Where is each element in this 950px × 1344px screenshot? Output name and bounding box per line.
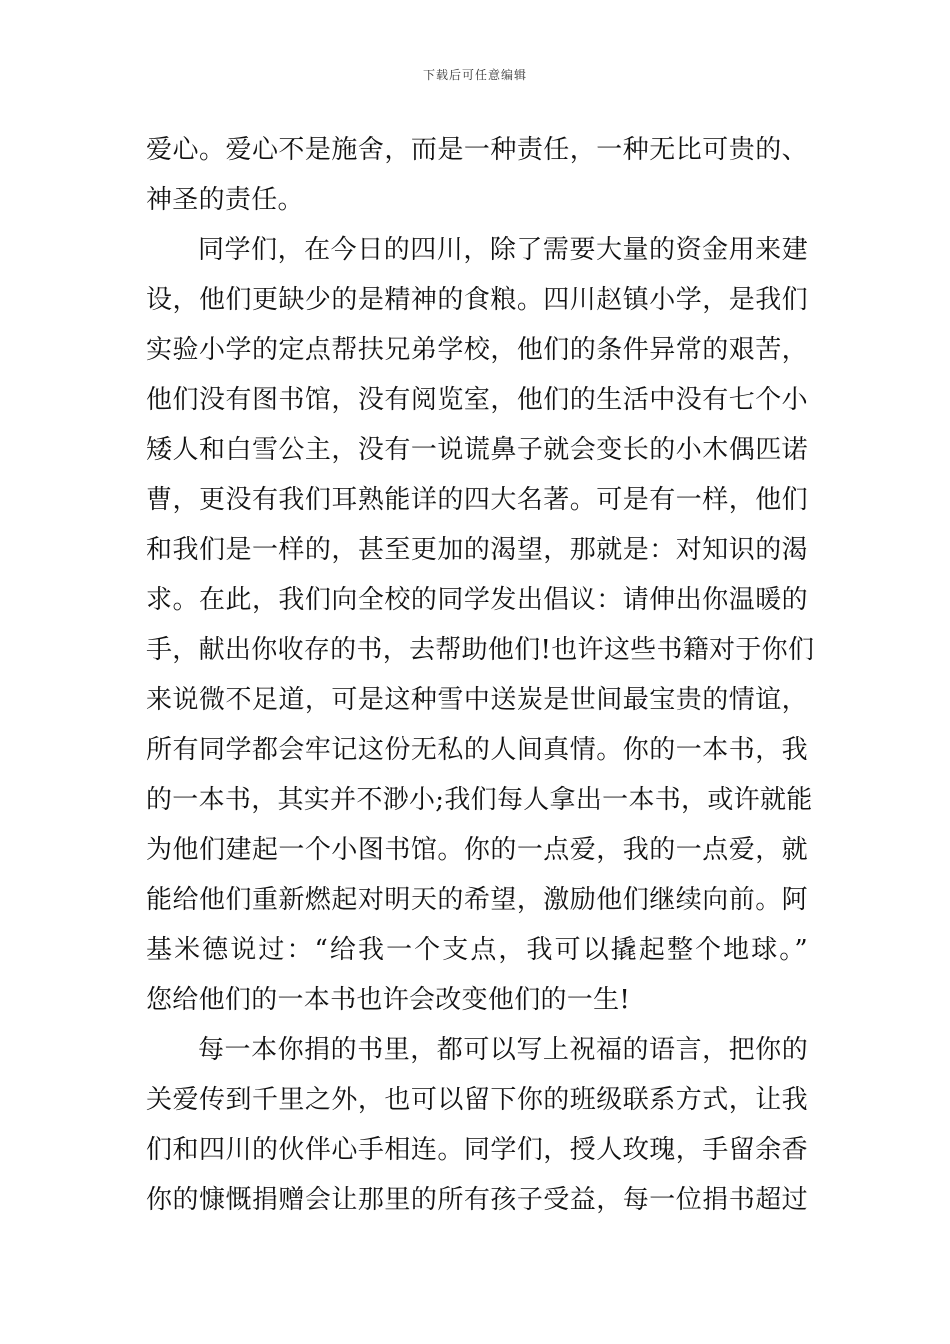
text-line: 设，他们更缺少的是精神的食粮。四川赵镇小学，是我们 — [146, 285, 808, 315]
text-line: 你的慷慨捐赠会让那里的所有孩子受益，每一位捐书超过 — [146, 1185, 808, 1215]
text-line: 矮人和白雪公主，没有一说谎鼻子就会变长的小木偶匹诺 — [146, 435, 808, 465]
text-line: 能给他们重新燃起对明天的希望，激励他们继续向前。阿 — [146, 885, 808, 915]
text-line: 关爱传到千里之外，也可以留下你的班级联系方式，让我 — [146, 1085, 808, 1115]
text-line: 基米德说过：“给我一个支点，我可以撬起整个地球。” — [146, 935, 808, 965]
text-line: 所有同学都会牢记这份无私的人间真情。你的一本书，我 — [146, 735, 808, 765]
text-line: 的一本书，其实并不渺小;我们每人拿出一本书，或许就能 — [146, 785, 813, 815]
page-header-note: 下载后可任意编辑 — [422, 68, 527, 82]
text-line: 您给他们的一本书也许会改变他们的一生! — [146, 985, 631, 1015]
text-line: 神圣的责任。 — [146, 185, 304, 215]
text-line: 他们没有图书馆，没有阅览室，他们的生活中没有七个小 — [146, 385, 808, 415]
text-line: 和我们是一样的，甚至更加的渴望，那就是：对知识的渴 — [146, 535, 808, 565]
text-line: 来说微不足道，可是这种雪中送炭是世间最宝贵的情谊， — [146, 685, 808, 715]
text-line: 实验小学的定点帮扶兄弟学校，他们的条件异常的艰苦， — [146, 335, 808, 365]
document-body — [146, 125, 815, 1225]
text-line: 为他们建起一个小图书馆。你的一点爱，我的一点爱，就 — [146, 835, 808, 865]
text-line: 同学们，在今日的四川，除了需要大量的资金用来建 — [198, 235, 808, 265]
text-line: 手，献出你收存的书，去帮助他们!也许这些书籍对于你们 — [146, 635, 815, 665]
text-line: 曹，更没有我们耳熟能详的四大名著。可是有一样，他们 — [146, 485, 808, 515]
text-line: 求。在此，我们向全校的同学发出倡议：请伸出你温暖的 — [146, 585, 808, 615]
text-line: 们和四川的伙伴心手相连。同学们，授人玫瑰，手留余香 — [146, 1135, 808, 1165]
text-line: 爱心。爱心不是施舍，而是一种责任，一种无比可贵的、 — [146, 135, 808, 165]
text-line: 每一本你捐的书里，都可以写上祝福的语言，把你的 — [198, 1035, 808, 1065]
